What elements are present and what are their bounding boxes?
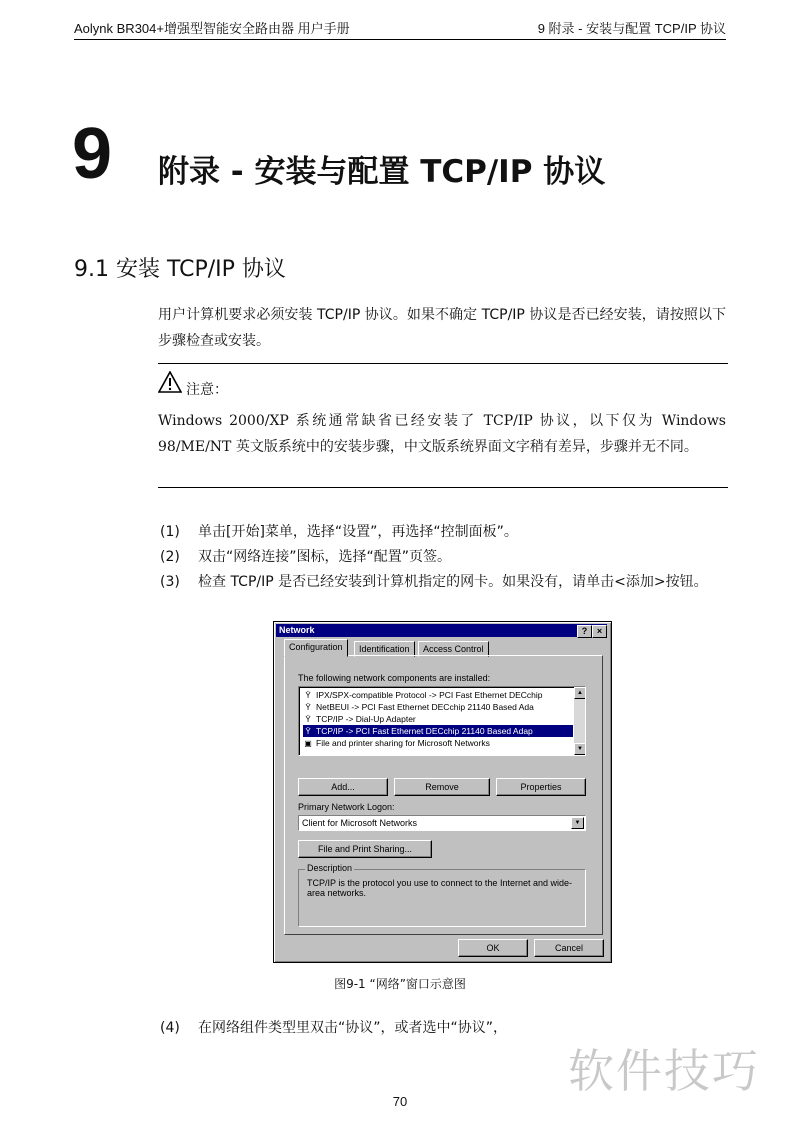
scroll-up-icon[interactable]: ▲ xyxy=(574,687,586,699)
chevron-down-icon[interactable]: ▼ xyxy=(571,817,584,829)
help-button[interactable]: ? xyxy=(577,625,592,638)
list-item[interactable]: Ÿ IPX/SPX-compatible Protocol -> PCI Fast Ethernet DECchip xyxy=(303,689,573,701)
section-title: 9.1 安装 TCP/IP 协议 xyxy=(74,257,286,282)
step-4-text: 在网络组件类型里双击“协议”，或者选中“协议”， xyxy=(198,1020,508,1036)
step-2-number: (2) xyxy=(160,549,180,565)
dialog-titlebar xyxy=(276,624,607,637)
note-text: Windows 2000/XP 系统通常缺省已经安装了 TCP/IP 协议，以下仅为 Windows 98/ME/NT 英文版系统中的安装步骤，中文版系统界面文字稍有差异，步骤并无不同。 xyxy=(158,413,726,455)
list-scrollbar[interactable] xyxy=(574,687,585,755)
logon-select[interactable] xyxy=(298,815,586,831)
warning-icon xyxy=(158,371,182,393)
network-dialog xyxy=(273,621,612,963)
tab-identification[interactable]: Identification xyxy=(354,641,415,657)
components-label: The following network components are installed: xyxy=(298,673,491,683)
description-group xyxy=(298,863,586,927)
list-item[interactable]: Ÿ NetBEUI -> PCI Fast Ethernet DECchip 21140 Based Ada xyxy=(303,701,573,713)
protocol-icon: Ÿ xyxy=(305,703,311,712)
add-button[interactable]: Add... xyxy=(298,778,388,796)
tab-access-control[interactable]: Access Control xyxy=(418,641,489,657)
cancel-button[interactable]: Cancel xyxy=(534,939,604,957)
note-label: 注意： xyxy=(186,382,228,398)
figure-caption: 图9-1 “网络”窗口示意图 xyxy=(334,977,466,991)
properties-button[interactable]: Properties xyxy=(496,778,586,796)
intro-paragraph: 用户计算机要求必须安装 TCP/IP 协议。如果不确定 TCP/IP 协议是否已经安装，请按照以下步骤检查或安装。 xyxy=(158,307,726,349)
note-bottom-rule xyxy=(158,487,728,488)
close-button[interactable]: × xyxy=(592,625,607,638)
protocol-icon: Ÿ xyxy=(305,715,311,724)
description-label: Description xyxy=(307,863,353,873)
watermark: 软件技巧 xyxy=(568,1044,760,1098)
list-item[interactable]: Ÿ TCP/IP -> Dial-Up Adapter xyxy=(303,713,573,725)
logon-value: Client for Microsoft Networks xyxy=(302,818,418,828)
step-1-number: (1) xyxy=(160,524,180,540)
step-3-text: 检查 TCP/IP 是否已经安装到计算机指定的网卡。如果没有，请单击<添加>按钮。 xyxy=(198,574,708,590)
chapter-title: 附录 - 安装与配置 TCP/IP 协议 xyxy=(158,154,606,190)
step-2-text: 双击“网络连接”图标，选择“配置”页签。 xyxy=(198,549,452,565)
list-item-selected[interactable]: Ÿ TCP/IP -> PCI Fast Ethernet DECchip 21140 Based Adap xyxy=(303,725,573,737)
dialog-title: Network xyxy=(279,625,315,635)
list-item[interactable]: ▣ File and printer sharing for Microsoft Networks xyxy=(304,738,490,748)
scroll-down-icon[interactable]: ▼ xyxy=(574,743,586,755)
logon-label: Primary Network Logon: xyxy=(298,802,395,812)
protocol-icon: Ÿ xyxy=(305,691,311,700)
header-rule xyxy=(74,39,726,40)
page-number: 70 xyxy=(392,1094,408,1109)
header-right: 9 附录 - 安装与配置 TCP/IP 协议 xyxy=(537,21,726,36)
note-top-rule xyxy=(158,363,728,364)
components-list[interactable] xyxy=(298,686,586,756)
remove-button[interactable]: Remove xyxy=(394,778,490,796)
header-left: Aolynk BR304+增强型智能安全路由器 用户手册 xyxy=(74,21,350,36)
step-3-number: (3) xyxy=(160,574,180,590)
file-print-sharing-button[interactable]: File and Print Sharing... xyxy=(298,840,432,858)
description-text: TCP/IP is the protocol you use to connect to the Internet and wide-area networks. xyxy=(307,878,572,898)
step-1-text: 单击[开始]菜单，选择“设置”，再选择“控制面板”。 xyxy=(198,524,518,540)
tab-configuration[interactable]: Configuration xyxy=(284,639,348,657)
ok-button[interactable]: OK xyxy=(458,939,528,957)
sharing-icon: ▣ xyxy=(304,739,312,748)
protocol-icon: Ÿ xyxy=(305,727,311,736)
step-4-number: (4) xyxy=(160,1020,180,1036)
chapter-number: 9 xyxy=(72,114,113,194)
